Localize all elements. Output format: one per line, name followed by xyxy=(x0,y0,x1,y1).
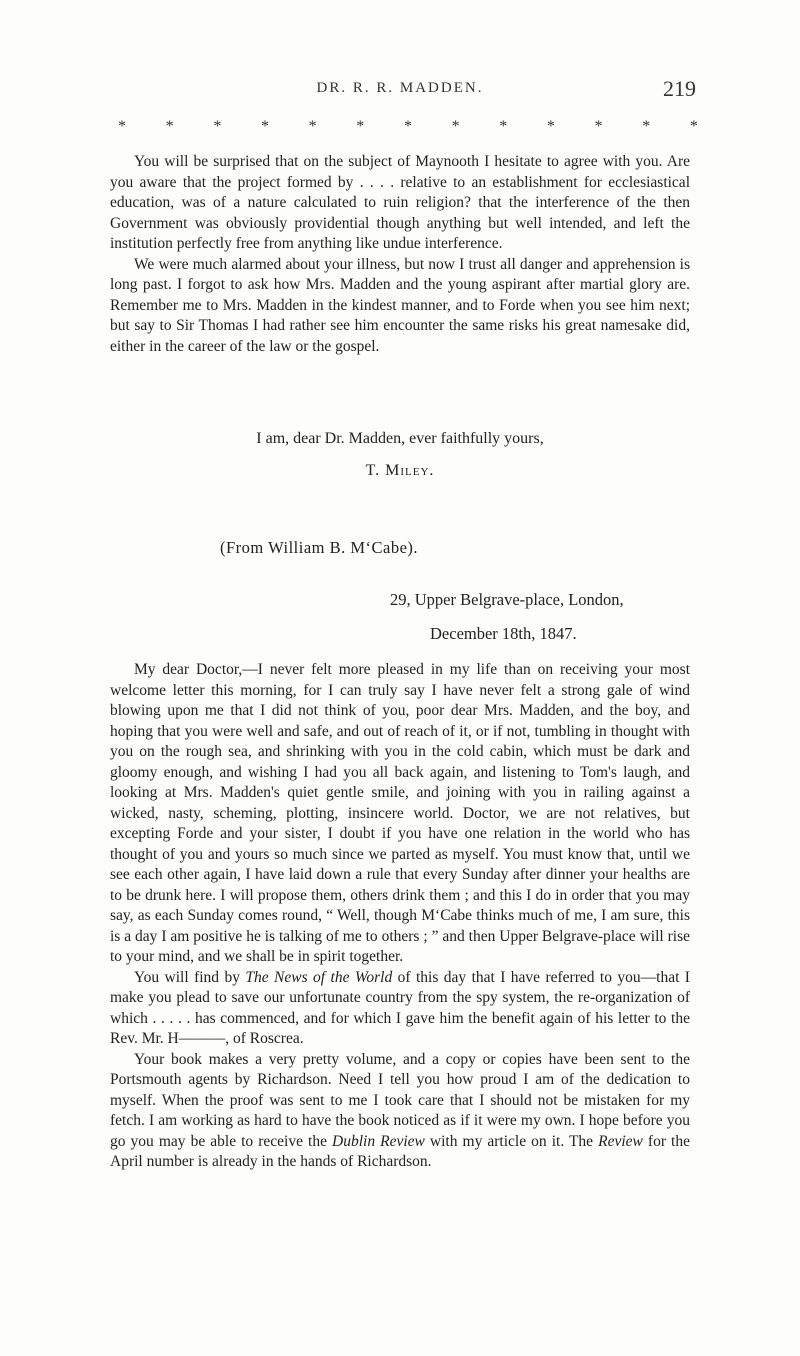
separator-star: * xyxy=(403,118,412,135)
text-run: for the April number is already in the hands of Richardson. xyxy=(110,1132,690,1170)
separator-star: * xyxy=(689,118,698,135)
separator-star: * xyxy=(260,118,269,135)
newspaper-title: The News of the World xyxy=(245,968,393,986)
separator-star: * xyxy=(451,118,460,135)
page-header xyxy=(0,76,800,110)
paragraph xyxy=(110,1050,690,1173)
separator-star: * xyxy=(642,118,651,135)
journal-title: Review xyxy=(598,1132,643,1150)
text-run: with my article on it. The xyxy=(424,1132,599,1150)
section-separator xyxy=(118,118,698,136)
separator-star: * xyxy=(499,118,508,135)
separator-star: * xyxy=(213,118,222,135)
paragraph xyxy=(110,968,690,1050)
text-run: Your book makes a very pretty volume, and a copy or copies have been sent to the Portsmouth agents by Richardson. Need I tell you how proud I am of the dedication to myself. When the proof was sent to me I took care that I should not be mistaken for my fetch. I am working as hard to have the book noticed as if it were my own. I hope before you go you may be able to receive the xyxy=(110,1050,690,1150)
separator-star: * xyxy=(308,118,317,135)
page-number: 219 xyxy=(663,76,696,101)
address-line: 29, Upper Belgrave-place, London, xyxy=(390,590,624,609)
letter-source-heading: (From William B. M‘Cabe). xyxy=(220,538,419,557)
letter-mccabe-body xyxy=(110,660,690,1173)
separator-star: * xyxy=(546,118,555,135)
separator-star: * xyxy=(356,118,365,135)
separator-star: * xyxy=(118,118,126,135)
separator-star: * xyxy=(594,118,603,135)
text-run: of this day that I have referred to you—that I make you plead to save our unfortunate country from the spy system, the re-organization of which . . . . . has commenced, and for which I gave him the benefit again of his letter to the Rev. Mr. H———, of Roscrea. xyxy=(110,968,690,1047)
paragraph: We were much alarmed about your illness, but now I trust all danger and apprehension is long past. I forgot to ask how Mrs. Madden and the young aspirant after martial glory are. Remember me to Mrs. Madden in the kindest manner, and to Forde when you see him next; but say to Sir Thomas I had rather see him encounter the same risks his great namesake did, either in the career of the law or the gospel. xyxy=(110,255,690,355)
letter-miley-body xyxy=(110,152,690,357)
paragraph: You will be surprised that on the subject of Maynooth I hesitate to agree with you. Are you aware that the project formed by . . . . relative to an establishment for ecclesiastical education, was of a nature calculated to ruin religion? that the interference of the then Government was obviously providential though anything but well intended, and left the institution perfectly free from anything like undue interference. xyxy=(110,153,690,252)
letter-closing: I am, dear Dr. Madden, ever faithfully yours, xyxy=(256,430,544,447)
journal-title: Dublin Review xyxy=(332,1132,425,1150)
letter-signature: T. Miley. xyxy=(365,462,435,479)
text-run: You will find by xyxy=(134,968,246,986)
date-line: December 18th, 1847. xyxy=(430,624,577,643)
paragraph: My dear Doctor,—I never felt more pleased in my life than on receiving your most welcome letter this morning, for I can truly say I have never felt a strong gale of wind blowing upon me that I did not think of you, poor dear Mrs. Madden, and the boy, and hoping that you were well and safe, and out of reach of it, or if not, tumbling in thought with you on the rough sea, and shrinking with you in the cold cabin, which must be dark and gloomy enough, and wishing I had you all back again, and listening to Tom's laugh, and looking at Mrs. Madden's quiet gentle smile, and joining with you in railing against a wicked, nasty, scheming, plotting, insincere world. Doctor, we are not relatives, but excepting Forde and your sister, I doubt if you have one relation in the world who has thought of you and yours so much since we parted as myself. You must know that, until we see each other again, I have laid down a rule that every Sunday after dinner your healths are to be drunk here. I will propose them, others drink them ; and this I do in order that you may say, as each Sunday comes round, “ Well, though M‘Cabe thinks much of me, I am sure, this is a day I am positive he is talking of me to others ; ” and then Upper Belgrave-place will rise to your mind, and we shall be in spirit together. xyxy=(110,661,690,965)
running-head: DR. R. R. MADDEN. xyxy=(316,80,484,96)
separator-star: * xyxy=(165,118,174,135)
